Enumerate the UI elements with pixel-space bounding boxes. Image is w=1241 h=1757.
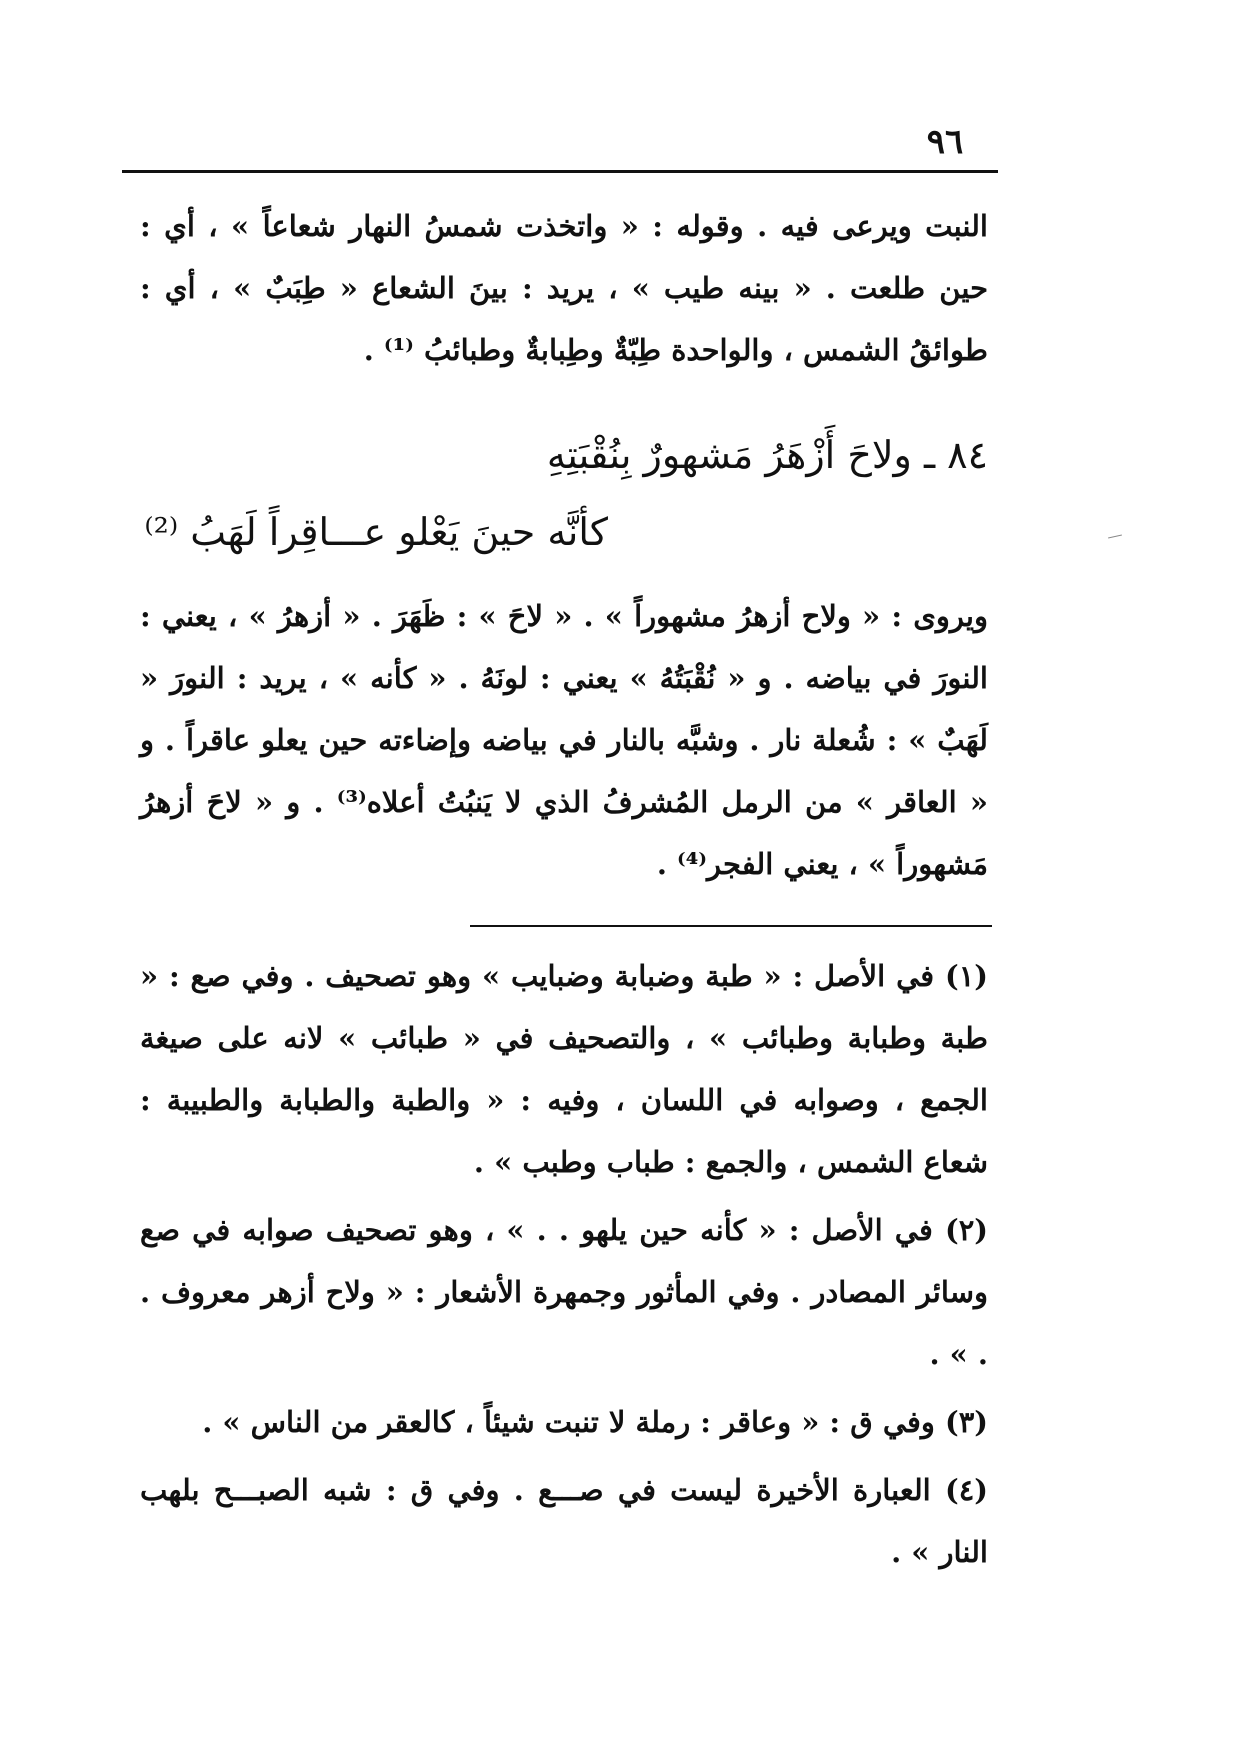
footnote-3: (٣) وفي ق : « وعاقر : رملة لا تنبت شيئاً ، كالعقر من الناس » . bbox=[202, 1405, 988, 1439]
footnote-1: (١) في الأصل : « طبة وضبابة وضبايب » وهو تصحيف . وفي صع : « طبة وطبابة وطبائب » ، والتصحيف في « طبائب » لانه على صيغة الجمع ، وصوابه في اللسان ، وفيه : « والطبة والطبابة والطبيبة : شعاع الشمس ، والجمع : طباب وطبب » . bbox=[140, 959, 988, 1179]
footnotes-section bbox=[140, 945, 988, 1589]
poem-line-2: كأنَّه حينَ يَعْلو عـــاقِراً لَهَبُ ⁽²⁾ bbox=[144, 510, 608, 554]
page-number: ٩٦ bbox=[926, 122, 964, 162]
footnote-2: (٢) في الأصل : « كأنه حين يلهو . . » ، وهو تصحيف صوابه في صع وسائر المصادر . وفي المأثور وجمهرة الأشعار : « ولاح أزهر معروف . . » . bbox=[140, 1213, 988, 1371]
poem-verse-second-hemistich bbox=[140, 507, 988, 557]
footnote-rule bbox=[470, 925, 992, 927]
poem-verse-first-hemistich bbox=[140, 430, 988, 480]
commentary-paragraph: ويروى : « ولاح أزهرُ مشهوراً » . « لاحَ » : ظَهَرَ . « أزهرُ » ، يعني : النورَ في بياضه . و « نُقْبَتُهُ » يعني : لونَهُ . « كأنه » ، يريد : النورَ « لَهَبٌ » : شُعلة نار . وشبَّه بالنار في بياضه وإضاءته حين يعلو عاقراً . و « العاقر » من الرمل المُشرفُ الذي لا يَنبُتُ أعلاه⁽³⁾ . و « لاحَ أزهرُ مَشهوراً » ، يعني الفجر⁽⁴⁾ . bbox=[140, 599, 988, 881]
header-rule bbox=[122, 170, 998, 173]
body-paragraph: النبت ويرعى فيه . وقوله : « واتخذت شمسُ النهار شعاعاً » ، أي : حين طلعت . « بينه طيب » ، يريد : بينَ الشعاع « طِبَبٌ » ، أي : طوائقُ الشمس ، والواحدة طِبّةٌ وطِبابةٌ وطبائبُ ⁽¹⁾ . bbox=[140, 209, 988, 367]
footnote-4: (٤) العبارة الأخيرة ليست في صـــع . وفي ق : شبه الصبـــح بلهب النار » . bbox=[140, 1473, 988, 1569]
poem-line-1: ٨٤ ـ ولاحَ أَزْهَرُ مَشهورٌ بِنُقْبَتِهِ bbox=[546, 433, 988, 477]
scan-mark bbox=[1108, 535, 1122, 539]
